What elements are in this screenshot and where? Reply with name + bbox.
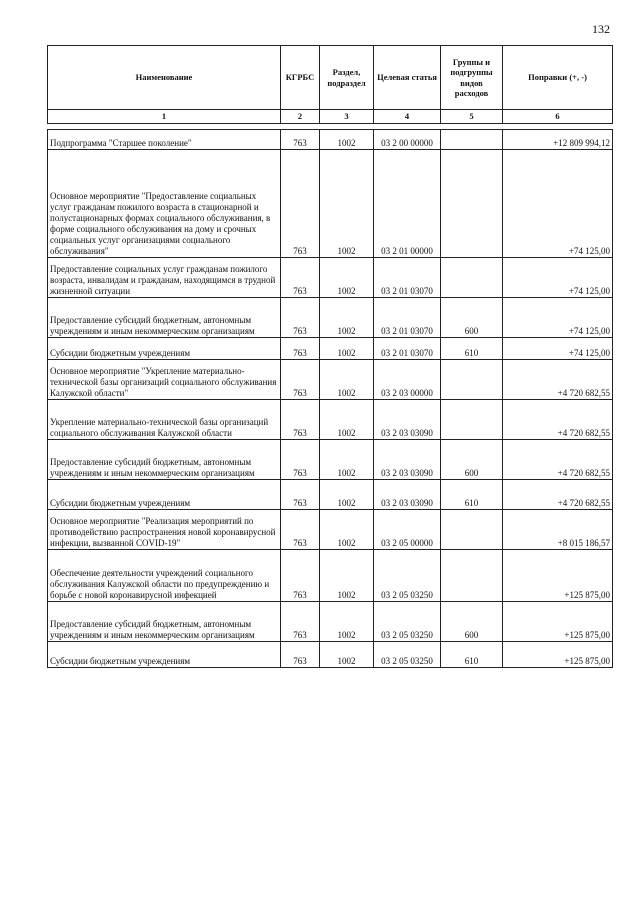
- table-row: [48, 510, 613, 550]
- row-group: [441, 150, 503, 258]
- header-section: Раздел, подраздел: [320, 46, 374, 110]
- table-row: [48, 360, 613, 400]
- row-kgrbs: 763: [281, 400, 320, 440]
- row-name: Предоставление социальных услуг гражданам пожилого возраста, инвалидам и гражданам, находящимся в трудной жизненной ситуации: [48, 258, 281, 298]
- row-kgrbs: 763: [281, 338, 320, 360]
- table-row: [48, 298, 613, 338]
- row-target: 03 2 05 00000: [374, 510, 441, 550]
- row-section: 1002: [320, 400, 374, 440]
- row-section: 1002: [320, 550, 374, 602]
- table-row: [48, 480, 613, 510]
- row-group: 610: [441, 642, 503, 668]
- row-section: 1002: [320, 258, 374, 298]
- row-kgrbs: 763: [281, 130, 320, 150]
- column-number: 4: [374, 110, 441, 124]
- table-row: [48, 602, 613, 642]
- table-row: [48, 440, 613, 480]
- row-amount: +125 875,00: [503, 602, 613, 642]
- column-number: 1: [48, 110, 281, 124]
- row-kgrbs: 763: [281, 298, 320, 338]
- header-amendments: Поправки (+, -): [503, 46, 613, 110]
- row-target: 03 2 03 03090: [374, 480, 441, 510]
- row-group: [441, 550, 503, 602]
- row-name: Обеспечение деятельности учреждений социального обслуживания Калужской области по предупреждению и борьбе с новой коронавирусной инфекцией: [48, 550, 281, 602]
- row-group: [441, 360, 503, 400]
- row-target: 03 2 03 03090: [374, 400, 441, 440]
- table-row: [48, 258, 613, 298]
- row-amount: +125 875,00: [503, 550, 613, 602]
- row-name: Основное мероприятие "Предоставление социальных услуг гражданам пожилого возраста в стационарной и полустационарных формах социального обслуживания, в форме социального обслуживания на дому и срочных социальных услуг организациями социального обслуживания": [48, 150, 281, 258]
- table-row: [48, 150, 613, 258]
- table-row: [48, 130, 613, 150]
- row-kgrbs: 763: [281, 360, 320, 400]
- header-name: Наименование: [48, 46, 281, 110]
- row-section: 1002: [320, 642, 374, 668]
- row-target: 03 2 01 03070: [374, 258, 441, 298]
- row-target: 03 2 01 03070: [374, 338, 441, 360]
- row-group: 610: [441, 480, 503, 510]
- header-kgrbs: КГРБС: [281, 46, 320, 110]
- header-target: Целевая статья: [374, 46, 441, 110]
- row-kgrbs: 763: [281, 258, 320, 298]
- row-amount: +4 720 682,55: [503, 440, 613, 480]
- row-group: 610: [441, 338, 503, 360]
- row-name: Подпрограмма "Старшее поколение": [48, 130, 281, 150]
- row-amount: +74 125,00: [503, 258, 613, 298]
- row-section: 1002: [320, 298, 374, 338]
- row-name: Предоставление субсидий бюджетным, автономным учреждениям и иным некоммерческим организациям: [48, 602, 281, 642]
- row-group: 600: [441, 440, 503, 480]
- row-target: 03 2 03 03090: [374, 440, 441, 480]
- row-target: 03 2 05 03250: [374, 642, 441, 668]
- row-amount: +74 125,00: [503, 338, 613, 360]
- row-name: Основное мероприятие "Реализация мероприятий по противодействию распространения новой коронавирусной инфекции, вызванной COVID-19": [48, 510, 281, 550]
- row-amount: +4 720 682,55: [503, 360, 613, 400]
- row-kgrbs: 763: [281, 150, 320, 258]
- table-row: [48, 642, 613, 668]
- row-kgrbs: 763: [281, 642, 320, 668]
- row-kgrbs: 763: [281, 550, 320, 602]
- header-groups: Группы и подгруппы видов расходов: [441, 46, 503, 110]
- row-amount: +74 125,00: [503, 298, 613, 338]
- row-amount: +8 015 186,57: [503, 510, 613, 550]
- row-group: 600: [441, 298, 503, 338]
- row-kgrbs: 763: [281, 602, 320, 642]
- page-number: 132: [592, 22, 610, 36]
- row-section: 1002: [320, 440, 374, 480]
- row-section: 1002: [320, 360, 374, 400]
- row-section: 1002: [320, 510, 374, 550]
- row-name: Субсидии бюджетным учреждениям: [48, 338, 281, 360]
- row-section: 1002: [320, 130, 374, 150]
- row-amount: +4 720 682,55: [503, 480, 613, 510]
- row-name: Основное мероприятие "Укрепление материально-технической базы организаций социального обслуживания Калужской области": [48, 360, 281, 400]
- column-number-row: [48, 110, 613, 124]
- row-target: 03 2 05 03250: [374, 550, 441, 602]
- column-number: 3: [320, 110, 374, 124]
- row-section: 1002: [320, 602, 374, 642]
- table-row: [48, 338, 613, 360]
- table-body: [48, 130, 613, 668]
- row-amount: +12 809 994,12: [503, 130, 613, 150]
- column-number: 2: [281, 110, 320, 124]
- row-target: 03 2 00 00000: [374, 130, 441, 150]
- row-kgrbs: 763: [281, 510, 320, 550]
- row-target: 03 2 01 03070: [374, 298, 441, 338]
- row-group: [441, 400, 503, 440]
- row-name: Предоставление субсидий бюджетным, автономным учреждениям и иным некоммерческим организациям: [48, 440, 281, 480]
- row-name: Субсидии бюджетным учреждениям: [48, 480, 281, 510]
- column-number: 6: [503, 110, 613, 124]
- column-number: 5: [441, 110, 503, 124]
- budget-amendments-table: [47, 45, 613, 668]
- header-row: [48, 46, 613, 110]
- row-name: Укрепление материально-технической базы организаций социального обслуживания Калужской области: [48, 400, 281, 440]
- row-group: [441, 510, 503, 550]
- row-target: 03 2 05 03250: [374, 602, 441, 642]
- row-name: Предоставление субсидий бюджетным, автономным учреждениям и иным некоммерческим организациям: [48, 298, 281, 338]
- row-amount: +125 875,00: [503, 642, 613, 668]
- row-section: 1002: [320, 480, 374, 510]
- row-group: [441, 130, 503, 150]
- row-kgrbs: 763: [281, 480, 320, 510]
- row-group: 600: [441, 602, 503, 642]
- row-amount: +74 125,00: [503, 150, 613, 258]
- row-kgrbs: 763: [281, 440, 320, 480]
- row-target: 03 2 01 00000: [374, 150, 441, 258]
- row-target: 03 2 03 00000: [374, 360, 441, 400]
- table-row: [48, 400, 613, 440]
- row-amount: +4 720 682,55: [503, 400, 613, 440]
- row-section: 1002: [320, 338, 374, 360]
- row-group: [441, 258, 503, 298]
- table-row: [48, 550, 613, 602]
- row-name: Субсидии бюджетным учреждениям: [48, 642, 281, 668]
- row-section: 1002: [320, 150, 374, 258]
